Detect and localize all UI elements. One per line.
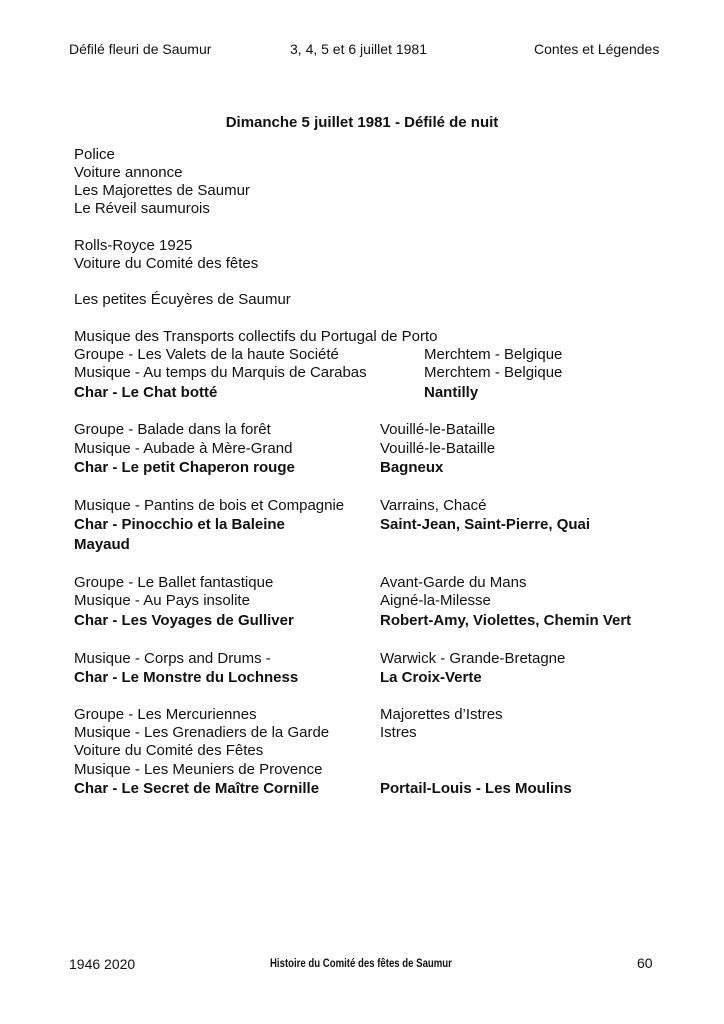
header-left: Défilé fleuri de Saumur <box>69 41 212 57</box>
list-item-location: Nantilly <box>424 384 479 401</box>
footer-left: 1946 2020 <box>69 956 136 972</box>
list-item: Groupe - Les Mercuriennes <box>74 706 257 723</box>
list-item: Musique - Les Grenadiers de la Garde <box>74 724 330 741</box>
list-item-char: Char - Le Monstre du Lochness <box>74 669 299 686</box>
list-item: Voiture annonce <box>74 164 183 181</box>
list-item-location: Saint-Jean, Saint-Pierre, Quai <box>380 516 591 533</box>
list-item: Les petites Écuyères de Saumur <box>74 291 291 308</box>
list-item-location: Majorettes d’Istres <box>380 706 503 723</box>
list-item: Groupe - Les Valets de la haute Société <box>74 346 339 363</box>
list-item-char: Char - Le Chat botté <box>74 384 218 401</box>
list-item-char: Char - Les Voyages de Gulliver <box>74 612 294 629</box>
list-item-location: Istres <box>380 724 417 741</box>
list-item-char: Char - Pinocchio et la Baleine <box>74 516 285 533</box>
list-item-location: Portail-Louis - Les Moulins <box>380 780 572 797</box>
list-item-location: Merchtem - Belgique <box>424 364 563 381</box>
list-item: Voiture du Comité des fêtes <box>74 255 259 272</box>
list-item: Musique - Au Pays insolite <box>74 592 250 609</box>
list-item-char: Char - Le Secret de Maître Cornille <box>74 780 320 797</box>
list-item-location: Vouillé-le-Bataille <box>380 421 496 438</box>
list-item: Groupe - Balade dans la forêt <box>74 421 271 438</box>
list-item-location: La Croix-Verte <box>380 669 482 686</box>
list-item: Musique - Les Meuniers de Provence <box>74 761 323 778</box>
list-item-location: Merchtem - Belgique <box>424 346 563 363</box>
list-item: Police <box>74 146 115 163</box>
list-item: Groupe - Le Ballet fantastique <box>74 574 274 591</box>
list-item: Les Majorettes de Saumur <box>74 182 250 199</box>
footer-center: Histoire du Comité des fêtes de Saumur <box>270 956 452 970</box>
list-item-location: Warwick - Grande-Bretagne <box>380 650 566 667</box>
list-item: Musique - Au temps du Marquis de Carabas <box>74 364 367 381</box>
list-item-location: Vouillé-le-Bataille <box>380 440 496 457</box>
list-item-location: Varrains, Chacé <box>380 497 487 514</box>
list-item-location: Robert-Amy, Violettes, Chemin Vert <box>380 612 632 629</box>
list-item-location: Avant-Garde du Mans <box>380 574 527 591</box>
list-item-char: Char - Le petit Chaperon rouge <box>74 459 295 476</box>
list-item: Rolls-Royce 1925 <box>74 237 193 254</box>
list-item: Musique - Corps and Drums - <box>74 650 271 667</box>
list-item-location: Aigné-la-Milesse <box>380 592 491 609</box>
list-item: Musique des Transports collectifs du Portugal de Porto <box>74 328 438 345</box>
page-title: Dimanche 5 juillet 1981 - Défilé de nuit <box>225 114 499 131</box>
page-number: 60 <box>637 955 653 971</box>
header-right: Contes et Légendes <box>534 41 660 57</box>
list-item: Musique - Pantins de bois et Compagnie <box>74 497 345 514</box>
list-item: Musique - Aubade à Mère-Grand <box>74 440 293 457</box>
list-item-location: Bagneux <box>380 459 444 476</box>
list-item-char: Mayaud <box>74 536 130 553</box>
list-item: Voiture du Comité des Fêtes <box>74 742 264 759</box>
header-center: 3, 4, 5 et 6 juillet 1981 <box>290 41 427 57</box>
list-item: Le Réveil saumurois <box>74 200 210 217</box>
